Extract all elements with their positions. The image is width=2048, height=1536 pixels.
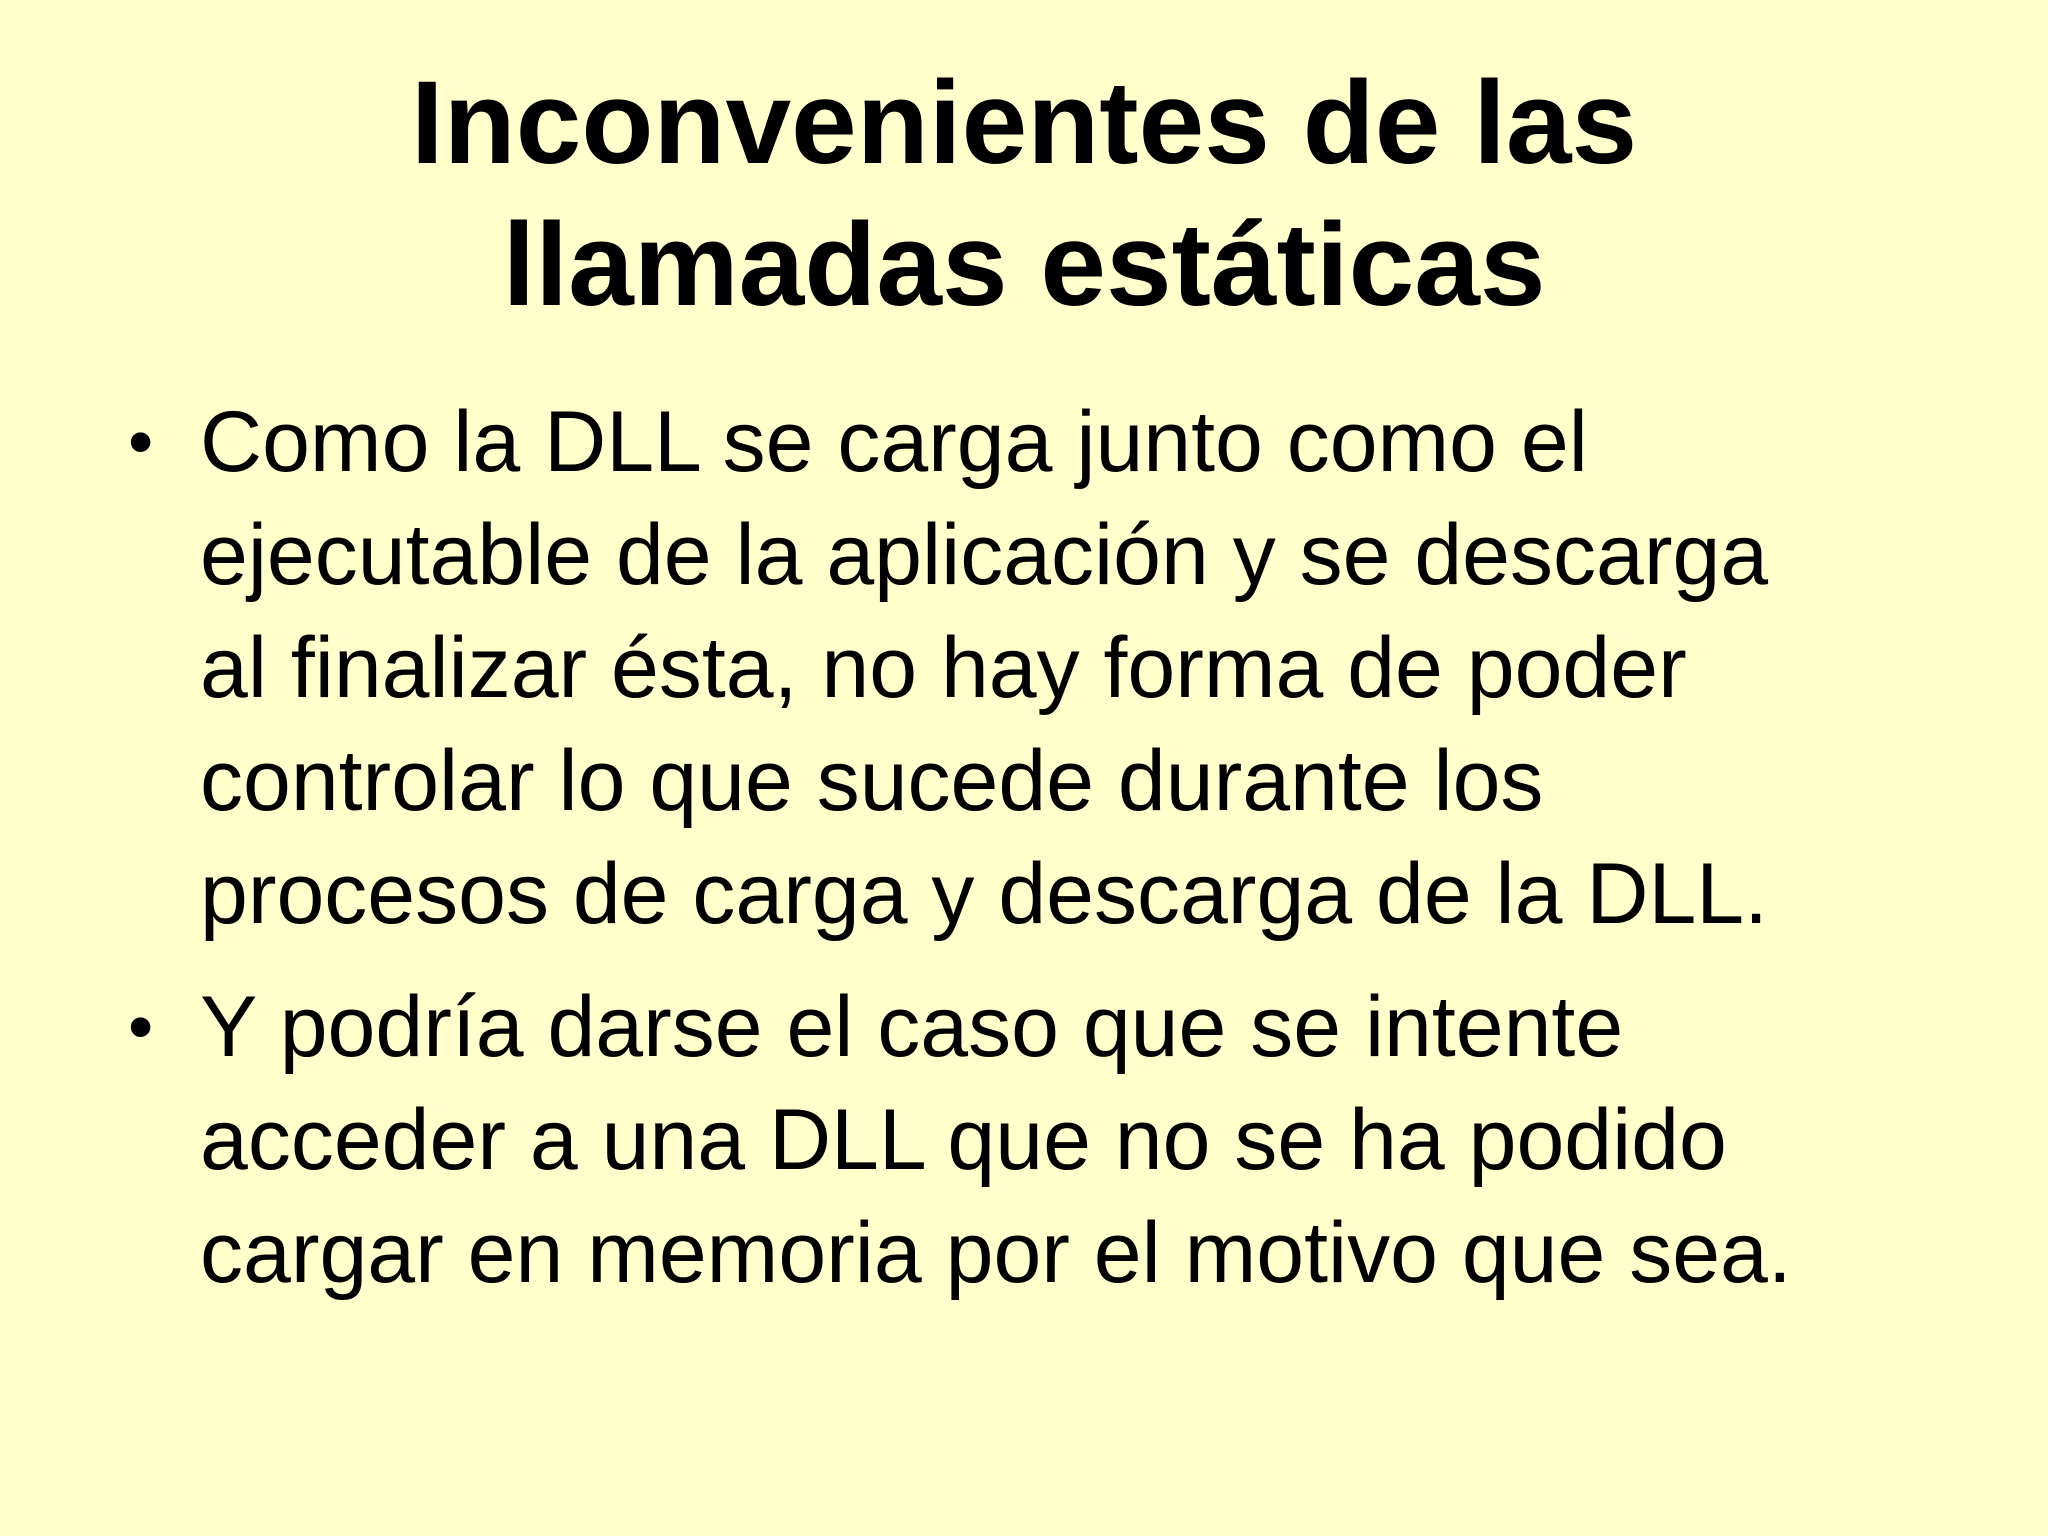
bullet-1-line-1: Como la DLL se carga junto como el [200, 394, 1588, 490]
bullet-1-line-4: controlar lo que sucede durante los [200, 733, 1544, 829]
bullet-item-2 [128, 971, 2008, 1310]
slide-title-line-2: llamadas estáticas [502, 199, 1546, 331]
bullet-item-1 [128, 386, 2008, 951]
bullet-icon: • [128, 987, 154, 1067]
slide-title [0, 52, 2048, 336]
bullet-2-line-2: acceder a una DLL que no se ha podido [200, 1092, 1727, 1188]
bullet-1-line-3: al finalizar ésta, no hay forma de poder [200, 620, 1687, 716]
bullet-2-line-1: Y podría darse el caso que se intente [200, 979, 1624, 1075]
bullet-2-line-3: cargar en memoria por el motivo que sea. [200, 1205, 1792, 1301]
bullet-icon: • [128, 402, 154, 482]
bullet-list [128, 386, 2008, 1310]
slide-title-line-1: Inconvenientes de las [410, 57, 1638, 189]
bullet-1-line-2: ejecutable de la aplicación y se descarga [200, 507, 1769, 603]
bullet-1-line-5: procesos de carga y descarga de la DLL. [200, 846, 1769, 942]
